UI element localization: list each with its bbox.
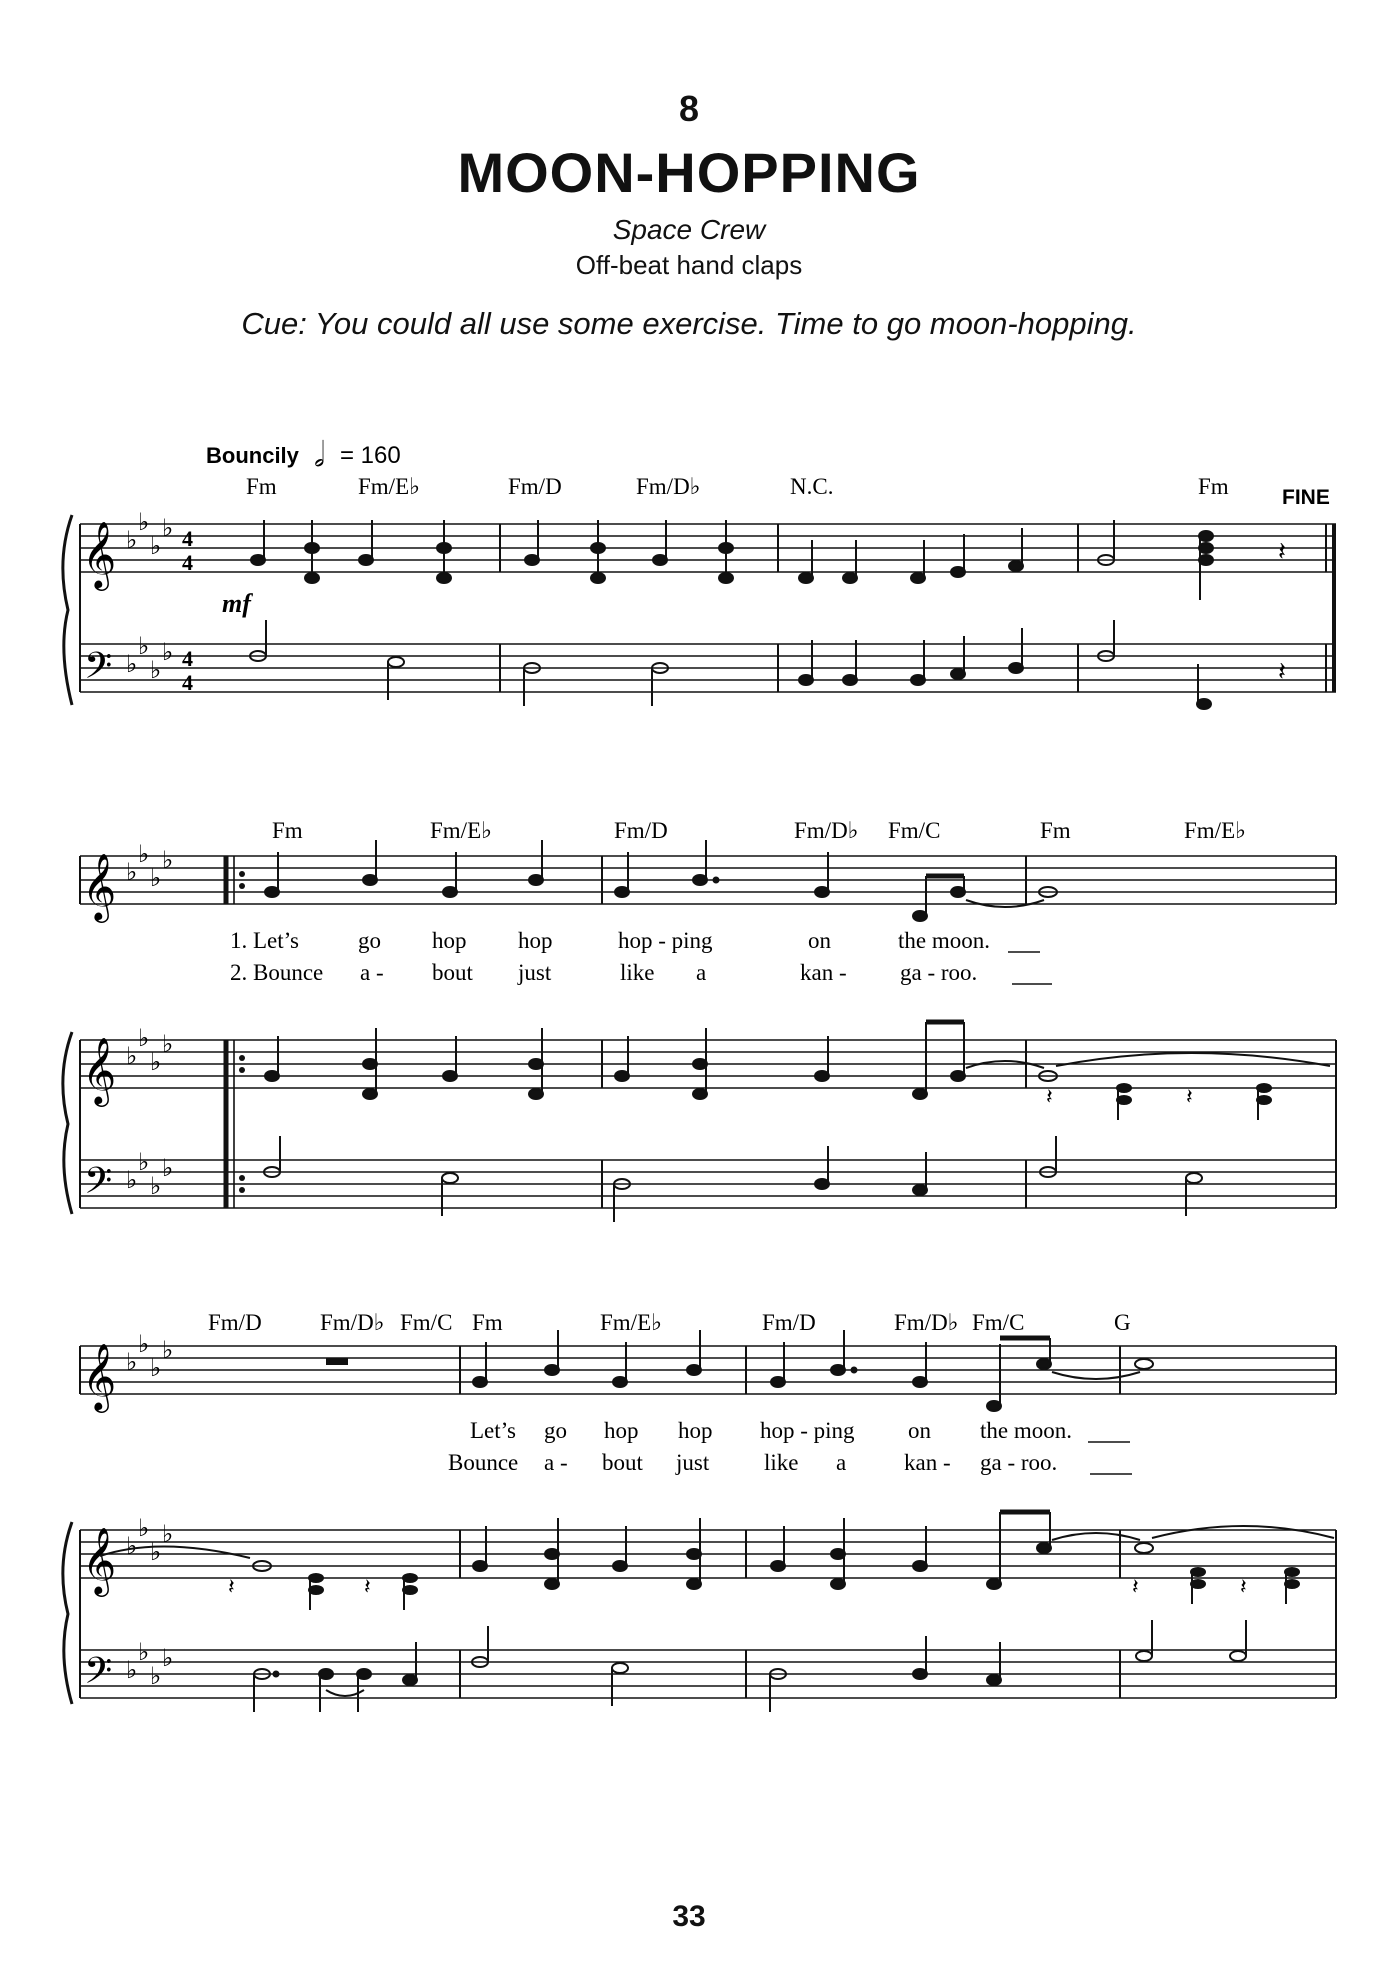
lyric: like bbox=[764, 1450, 799, 1475]
system-1 bbox=[63, 435, 1336, 709]
chord-symbol: Fm/C bbox=[400, 1310, 453, 1335]
svg-text:♭: ♭ bbox=[138, 1638, 150, 1666]
svg-text:4: 4 bbox=[182, 646, 193, 671]
piano-left-hand bbox=[264, 1136, 1202, 1222]
performance-instruction: Off-beat hand claps bbox=[575, 250, 803, 280]
lyric: hop - ping bbox=[618, 928, 713, 953]
quarter-rest-icon: 𝄽 bbox=[1186, 1085, 1193, 1110]
lyrics-verse-1 bbox=[230, 928, 1040, 953]
bass-clef-icon: 𝄢 bbox=[84, 645, 113, 696]
chord-symbol: Fm/E♭ bbox=[358, 474, 420, 499]
lyric: on bbox=[808, 928, 831, 953]
svg-text:♭: ♭ bbox=[138, 508, 150, 536]
svg-text:♭: ♭ bbox=[138, 632, 150, 660]
lyrics-verse-2 bbox=[448, 1450, 1132, 1475]
lyric: on bbox=[908, 1418, 931, 1443]
chord-symbol: Fm/E♭ bbox=[430, 818, 492, 843]
lyric: hop bbox=[678, 1418, 713, 1443]
whole-rest-icon bbox=[326, 1358, 348, 1365]
tempo-value: = 160 bbox=[340, 442, 401, 469]
lyric: go bbox=[358, 928, 381, 953]
key-signature bbox=[126, 840, 173, 1200]
quarter-rest-icon: 𝄽 bbox=[1046, 1085, 1053, 1110]
tempo-marking: Bouncily bbox=[206, 443, 299, 468]
quarter-rest-icon: 𝄽 bbox=[1240, 1575, 1247, 1600]
svg-text:♭: ♭ bbox=[126, 1656, 138, 1684]
lyric: 1. Let’s bbox=[230, 928, 299, 953]
svg-text:♭: ♭ bbox=[150, 1048, 162, 1076]
svg-text:♭: ♭ bbox=[150, 1538, 162, 1566]
treble-clef-icon: 𝄞 bbox=[82, 1342, 117, 1410]
lyric: go bbox=[544, 1418, 567, 1443]
chord-symbol: Fm/D bbox=[508, 474, 562, 499]
svg-text:4: 4 bbox=[182, 526, 193, 551]
chord-symbol: G bbox=[1114, 1310, 1131, 1335]
svg-text:♭: ♭ bbox=[162, 1520, 174, 1548]
chord-symbol: Fm/D bbox=[208, 1310, 262, 1335]
treble-clef-icon: 𝄞 bbox=[82, 520, 117, 588]
svg-text:♭: ♭ bbox=[162, 1336, 174, 1364]
chord-symbol: Fm/E♭ bbox=[600, 1310, 662, 1335]
lyric: a bbox=[696, 960, 707, 985]
chord-symbol: Fm bbox=[246, 474, 277, 499]
svg-text:♭: ♭ bbox=[162, 638, 174, 666]
chord-symbol: Fm bbox=[1040, 818, 1071, 843]
svg-text:4: 4 bbox=[182, 670, 193, 695]
svg-text:♭: ♭ bbox=[126, 526, 138, 554]
lyric: kan - bbox=[904, 1450, 951, 1475]
svg-text:4: 4 bbox=[182, 550, 193, 575]
lyric: the moon. bbox=[898, 928, 990, 953]
half-note-icon: 𝅗𝅥 bbox=[314, 435, 325, 475]
chord-symbol: Fm/D♭ bbox=[636, 474, 701, 499]
svg-text:♭: ♭ bbox=[150, 1172, 162, 1200]
lyric: kan - bbox=[800, 960, 847, 985]
svg-text:♭: ♭ bbox=[126, 1042, 138, 1070]
lyric: hop - ping bbox=[760, 1418, 855, 1443]
treble-clef-icon: 𝄞 bbox=[82, 1036, 117, 1104]
spoken-cue: Cue: You could all use some exercise. Time to go moon-hopping. bbox=[241, 306, 1137, 341]
time-signature bbox=[182, 526, 193, 695]
lyric: the moon. bbox=[980, 1418, 1072, 1443]
svg-text:♭: ♭ bbox=[162, 846, 174, 874]
chord-symbol: Fm bbox=[472, 1310, 503, 1335]
chord-symbol: N.C. bbox=[790, 474, 834, 499]
song-number: 8 bbox=[678, 88, 700, 129]
lyric: Let’s bbox=[470, 1418, 516, 1443]
chord-symbol: Fm/E♭ bbox=[1184, 818, 1246, 843]
lyrics-verse-1 bbox=[470, 1418, 1130, 1443]
lyric: ga - roo. bbox=[980, 1450, 1058, 1475]
svg-text:♭: ♭ bbox=[150, 1354, 162, 1382]
lyric: just bbox=[518, 960, 552, 985]
svg-text:♭: ♭ bbox=[150, 864, 162, 892]
svg-text:♭: ♭ bbox=[138, 1514, 150, 1542]
quarter-rest-icon: 𝄽 bbox=[1278, 537, 1286, 567]
svg-text:♭: ♭ bbox=[138, 1330, 150, 1358]
svg-text:♭: ♭ bbox=[162, 1154, 174, 1182]
svg-text:♭: ♭ bbox=[162, 514, 174, 542]
chord-symbol: Fm/D bbox=[762, 1310, 816, 1335]
svg-text:♭: ♭ bbox=[150, 1662, 162, 1690]
lyric: bout bbox=[602, 1450, 643, 1475]
quarter-rest-icon: 𝄽 bbox=[228, 1575, 235, 1600]
lyric: hop bbox=[604, 1418, 639, 1443]
lyric: Bounce bbox=[448, 1450, 519, 1475]
chord-symbol: Fm bbox=[272, 818, 303, 843]
lyric: 2. Bounce bbox=[230, 960, 324, 985]
song-title: MOON-HOPPING bbox=[457, 141, 921, 204]
chord-symbol: Fm bbox=[1198, 474, 1229, 499]
svg-text:♭: ♭ bbox=[126, 858, 138, 886]
svg-text:♭: ♭ bbox=[138, 1024, 150, 1052]
bass-clef-icon: 𝄢 bbox=[84, 1650, 113, 1701]
treble-clef-icon: 𝄞 bbox=[82, 852, 117, 920]
lyric: just bbox=[676, 1450, 710, 1475]
lyric: hop bbox=[432, 928, 467, 953]
quarter-rest-icon: 𝄽 bbox=[1278, 657, 1286, 687]
dynamic-mark: mf bbox=[222, 589, 251, 618]
quarter-rest-icon: 𝄽 bbox=[1132, 1575, 1139, 1600]
key-signature bbox=[126, 1330, 173, 1690]
quarter-rest-icon: 𝄽 bbox=[364, 1575, 371, 1600]
fine-marking: FINE bbox=[1282, 486, 1330, 509]
svg-text:♭: ♭ bbox=[138, 1148, 150, 1176]
svg-text:♭: ♭ bbox=[126, 1166, 138, 1194]
key-signature bbox=[126, 508, 173, 684]
treble-clef-icon: 𝄞 bbox=[82, 1526, 117, 1594]
system-3 bbox=[63, 1310, 1336, 1712]
lyrics-verse-2 bbox=[230, 960, 1052, 985]
svg-text:♭: ♭ bbox=[162, 1030, 174, 1058]
performer-label: Space Crew bbox=[612, 214, 766, 245]
chord-symbol: Fm/C bbox=[972, 1310, 1025, 1335]
svg-text:♭: ♭ bbox=[150, 656, 162, 684]
chord-symbol: Fm/D♭ bbox=[894, 1310, 959, 1335]
svg-text:♭: ♭ bbox=[162, 1644, 174, 1672]
lyric: a bbox=[836, 1450, 847, 1475]
chord-symbol: Fm/C bbox=[888, 818, 941, 843]
lyric: ga - roo. bbox=[900, 960, 978, 985]
svg-text:♭: ♭ bbox=[126, 1348, 138, 1376]
piano-right-hand bbox=[253, 1512, 1299, 1610]
system-2 bbox=[63, 818, 1336, 1222]
bass-notes bbox=[250, 620, 1114, 706]
bass-clef-icon: 𝄢 bbox=[84, 1160, 113, 1211]
lyric: a - bbox=[544, 1450, 568, 1475]
svg-text:♭: ♭ bbox=[138, 840, 150, 868]
chord-symbol: Fm/D♭ bbox=[794, 818, 859, 843]
chord-symbol: Fm/D♭ bbox=[320, 1310, 385, 1335]
lyric: bout bbox=[432, 960, 473, 985]
lyric: hop bbox=[518, 928, 553, 953]
lyric: like bbox=[620, 960, 655, 985]
svg-text:♭: ♭ bbox=[126, 1532, 138, 1560]
page-number: 33 bbox=[672, 1900, 706, 1933]
lyric: a - bbox=[360, 960, 384, 985]
svg-text:♭: ♭ bbox=[126, 650, 138, 678]
svg-text:♭: ♭ bbox=[150, 532, 162, 560]
piano-right-hand bbox=[265, 1022, 1271, 1120]
chord-symbol: Fm/D bbox=[614, 818, 668, 843]
